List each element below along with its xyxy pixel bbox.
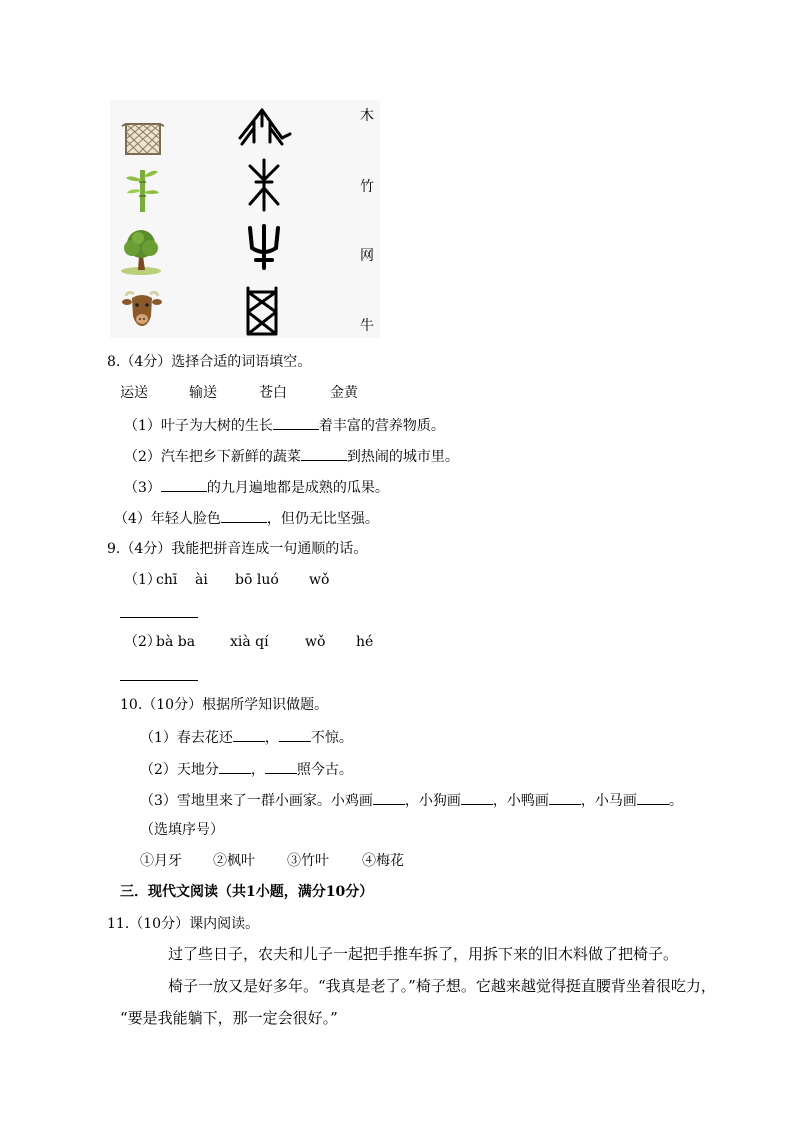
q10-item-3-blank-4[interactable] (637, 790, 669, 805)
q11-paragraph-1: 过了些日子，农夫和儿子一起把手推车拆了，用拆下来的旧木料做了把椅子。 (168, 945, 679, 963)
q10-item-2-blank-1[interactable] (219, 759, 251, 774)
q11-paragraph-2: 椅子一放又是好多年。“我真是老了。”椅子想。它越来越觉得挺直腰背坐着很吃力， (168, 977, 716, 995)
q8-option-1: 运送 (120, 385, 148, 401)
q8-item-2 (124, 446, 459, 466)
q10-choice-1: ①月牙 (140, 853, 182, 869)
q8-item-4-after: ，但仍无比坚强。 (266, 511, 379, 527)
q11-header: 11.（10分）课内阅读。 (107, 916, 260, 932)
q10-note: （选填序号） (140, 822, 224, 838)
q8-item-3-after: 的九月遍地都是成熟的瓜果。 (206, 480, 389, 496)
q10-item-2-text-c: 照今古。 (296, 762, 353, 778)
q8-item-2-before: （2）汽车把乡下新鲜的蔬菜 (124, 449, 301, 465)
q8-item-1 (124, 415, 445, 435)
q8-item-1-before: （1）叶子为大树的生长 (124, 418, 273, 434)
q9-item-2-answer-line[interactable] (120, 680, 198, 681)
q10-choice-4: ④梅花 (362, 853, 404, 869)
q8-item-3 (124, 477, 389, 497)
q9-item-2-number: （2） (124, 634, 161, 650)
q10-item-3-blank-3[interactable] (549, 790, 581, 805)
ox-oracle-glyph (246, 222, 282, 272)
q10-item-3-text-b: ，小狗画 (404, 793, 461, 809)
q8-item-4-before: （4）年轻人脸色 (114, 511, 221, 527)
q10-choice-3: ③竹叶 (287, 853, 329, 869)
q9-item-2-pinyin-4: hé (356, 634, 374, 650)
q9-item-2-pinyin-3: wǒ (305, 634, 326, 650)
q8-item-4 (114, 508, 379, 528)
q9-header: 9.（4分）我能把拼音连成一句通顺的话。 (107, 541, 368, 557)
q11-paragraph-3: “要是我能躺下，那一定会很好。” (120, 1009, 338, 1027)
character-zhu: 竹 (360, 179, 374, 195)
ox-picture (122, 288, 162, 330)
q8-item-3-blank[interactable] (161, 477, 207, 492)
q10-item-2-blank-2[interactable] (265, 759, 297, 774)
q8-item-2-after: 到热闹的城市里。 (346, 449, 459, 465)
q9-item-1-pinyin-2: ài (195, 572, 208, 588)
q10-item-1 (140, 727, 353, 747)
q10-item-3-blank-1[interactable] (373, 790, 405, 805)
q10-item-3 (140, 790, 683, 810)
net-picture (120, 120, 166, 158)
q10-item-3-text-e: 。 (668, 793, 683, 809)
q9-item-1-number: （1） (124, 572, 161, 588)
q10-item-2-text-a: （2）天地分 (140, 762, 219, 778)
q8-option-2: 输送 (189, 385, 217, 401)
q10-item-3-text-a: （3）雪地里来了一群小画家。小鸡画 (140, 793, 373, 809)
q8-option-3: 苍白 (259, 385, 287, 401)
q10-item-1-blank-1[interactable] (233, 727, 265, 742)
tree-picture (118, 228, 164, 276)
bamboo-oracle-glyph (244, 158, 284, 212)
net-oracle-glyph (242, 284, 282, 338)
q10-item-1-text-b: ， (264, 730, 279, 746)
q9-item-2-pinyin-2: xià qí (230, 634, 269, 650)
section-3-title: 三．现代文阅读（共1小题，满分10分） (120, 884, 374, 900)
q10-item-2-text-b: ， (250, 762, 265, 778)
character-wang: 网 (360, 248, 374, 264)
matching-panel (110, 100, 380, 338)
q9-item-1-pinyin-1: chī (156, 572, 178, 588)
q10-item-3-text-c: ，小鸭画 (492, 793, 549, 809)
q10-item-3-text-d: ，小马画 (580, 793, 637, 809)
q8-item-2-blank[interactable] (301, 446, 347, 461)
q10-header: 10.（10分）根据所学知识做题。 (120, 697, 329, 713)
bamboo-picture (122, 166, 162, 214)
q10-item-1-text-a: （1）春去花还 (140, 730, 233, 746)
q9-item-2-pinyin-1: bà ba (156, 634, 196, 650)
q10-item-1-blank-2[interactable] (279, 727, 311, 742)
q9-item-1-pinyin-4: wǒ (309, 572, 330, 588)
wood-oracle-glyph (232, 104, 292, 150)
q8-item-1-after: 着丰富的营养物质。 (318, 418, 445, 434)
q9-item-1-answer-line[interactable] (120, 617, 198, 618)
character-niu: 牛 (360, 318, 374, 334)
q8-item-1-blank[interactable] (273, 415, 319, 430)
q10-item-3-blank-2[interactable] (461, 790, 493, 805)
q10-item-2 (140, 759, 353, 779)
q8-header: 8.（4分）选择合适的词语填空。 (107, 354, 312, 370)
q8-option-4: 金黄 (330, 385, 358, 401)
q10-item-1-text-c: 不惊。 (310, 730, 353, 746)
q8-item-3-before: （3） (124, 480, 161, 496)
q10-choice-2: ②枫叶 (213, 853, 255, 869)
character-mu: 木 (360, 108, 374, 124)
q8-item-4-blank[interactable] (221, 508, 267, 523)
q9-item-1-pinyin-3: bō luó (235, 572, 279, 588)
